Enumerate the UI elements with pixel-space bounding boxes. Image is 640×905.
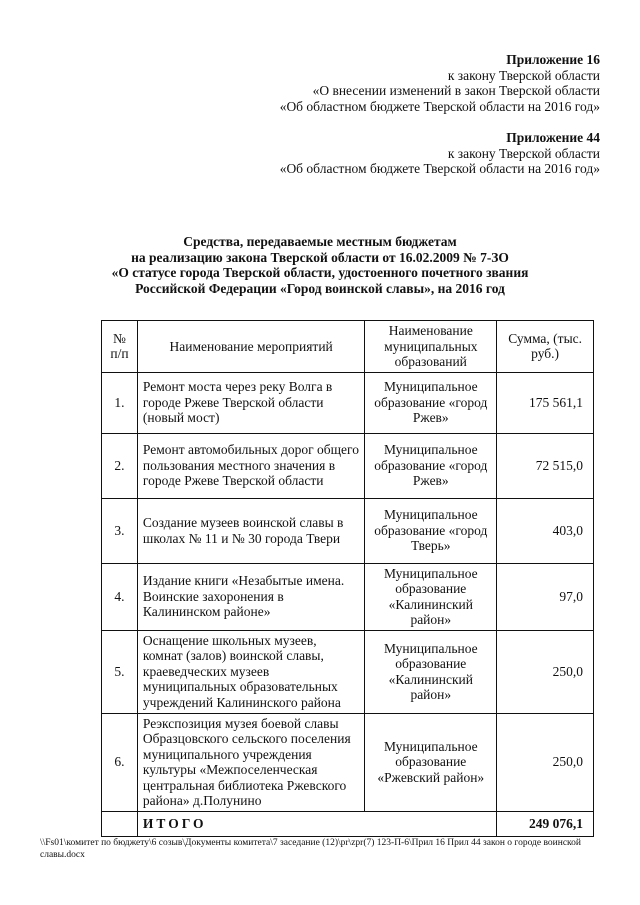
table-row	[102, 713, 594, 811]
row-name: Создание музеев воинской славы в школах № 11 и № 30 города Твери	[137, 498, 364, 563]
row-num: 4.	[102, 563, 138, 630]
row-name: Ремонт моста через реку Волга в городе Ржеве Тверской области (новый мост)	[137, 372, 364, 433]
file-path-footer: \\Fs01\комитет по бюджету\6 созыв\Документы комитета\7 заседание (12)\pr\zpr(7) 123-П-6\Прил 16 Прил 44 закон о городе воинской славы.docx	[40, 838, 581, 860]
row-sum: 403,0	[497, 498, 594, 563]
appendix-16-title: Приложение 16	[506, 52, 600, 67]
document-title	[40, 234, 600, 296]
title-line4: Российской Федерации «Город воинской славы», на 2016 год	[135, 280, 505, 296]
appendix-16-line3: «Об областном бюджете Тверской области на 2016 год»	[279, 98, 600, 114]
row-sum: 250,0	[497, 630, 594, 713]
table-row	[102, 498, 594, 563]
total-empty-cell	[102, 811, 138, 836]
total-sum-cell	[497, 811, 594, 836]
appendix-44-line2: «Об областном бюджете Тверской области на 2016 год»	[279, 161, 600, 176]
row-num: 3.	[102, 498, 138, 563]
appendix-44-title: Приложение 44	[506, 130, 600, 145]
row-sum: 97,0	[497, 563, 594, 630]
row-name: Оснащение школьных музеев, комнат (залов) воинской славы, краеведческих музеев муниципальных образовательных учреждений Калининского района	[137, 630, 364, 713]
table-row	[102, 372, 594, 433]
table-row	[102, 630, 594, 713]
row-name: Реэкспозиция музея боевой славы Образцовского сельского поселения муниципального учреждения культуры «Межпоселенческая центральная библиотека Ржевского района» д.Полунино	[137, 713, 364, 811]
appendix-16-line1: к закону Тверской области	[447, 67, 600, 83]
row-municipality: Муниципальное образование «город Ржев»	[365, 433, 497, 498]
table-header-row	[102, 321, 594, 373]
total-label-cell	[137, 811, 496, 836]
table-row	[102, 433, 594, 498]
row-num: 6.	[102, 713, 138, 811]
row-municipality: Муниципальное образование «Калининский район»	[365, 630, 497, 713]
row-num: 1.	[102, 372, 138, 433]
title-line1: Средства, передаваемые местным бюджетам	[183, 234, 457, 249]
header-name: Наименование мероприятий	[137, 321, 364, 373]
header-sum: Сумма, (тыс. руб.)	[497, 321, 594, 373]
appendix-44-line1: к закону Тверской области	[447, 145, 600, 161]
total-sum: 249 076,1	[529, 815, 583, 831]
title-line3: «О статусе города Тверской области, удостоенного почетного звания	[111, 265, 529, 280]
appendix-44-header	[280, 130, 600, 177]
appendix-16-header	[280, 52, 600, 114]
row-municipality: Муниципальное образование «Калининский район»	[365, 563, 497, 630]
title-line2: на реализацию закона Тверской области от 16.02.2009 № 7-ЗО	[131, 249, 509, 265]
total-label: ИТОГО	[142, 815, 207, 831]
header-municipality: Наименование муниципальных образований	[365, 321, 497, 373]
row-municipality: Муниципальное образование «Ржевский район»	[365, 713, 497, 811]
total-row	[102, 811, 594, 836]
row-name: Ремонт автомобильных дорог общего пользования местного значения в городе Ржеве Тверской области	[137, 433, 364, 498]
row-name: Издание книги «Незабытые имена. Воинские захоронения в Калининском районе»	[137, 563, 364, 630]
header-num: № п/п	[102, 321, 138, 373]
appendix-16-line2: «О внесении изменений в закон Тверской области	[312, 83, 600, 98]
row-num: 2.	[102, 433, 138, 498]
row-sum: 175 561,1	[497, 372, 594, 433]
row-num: 5.	[102, 630, 138, 713]
row-municipality: Муниципальное образование «город Ржев»	[365, 372, 497, 433]
funds-table	[101, 320, 594, 837]
row-sum: 72 515,0	[497, 433, 594, 498]
row-municipality: Муниципальное образование «город Тверь»	[365, 498, 497, 563]
table-row	[102, 563, 594, 630]
row-sum: 250,0	[497, 713, 594, 811]
